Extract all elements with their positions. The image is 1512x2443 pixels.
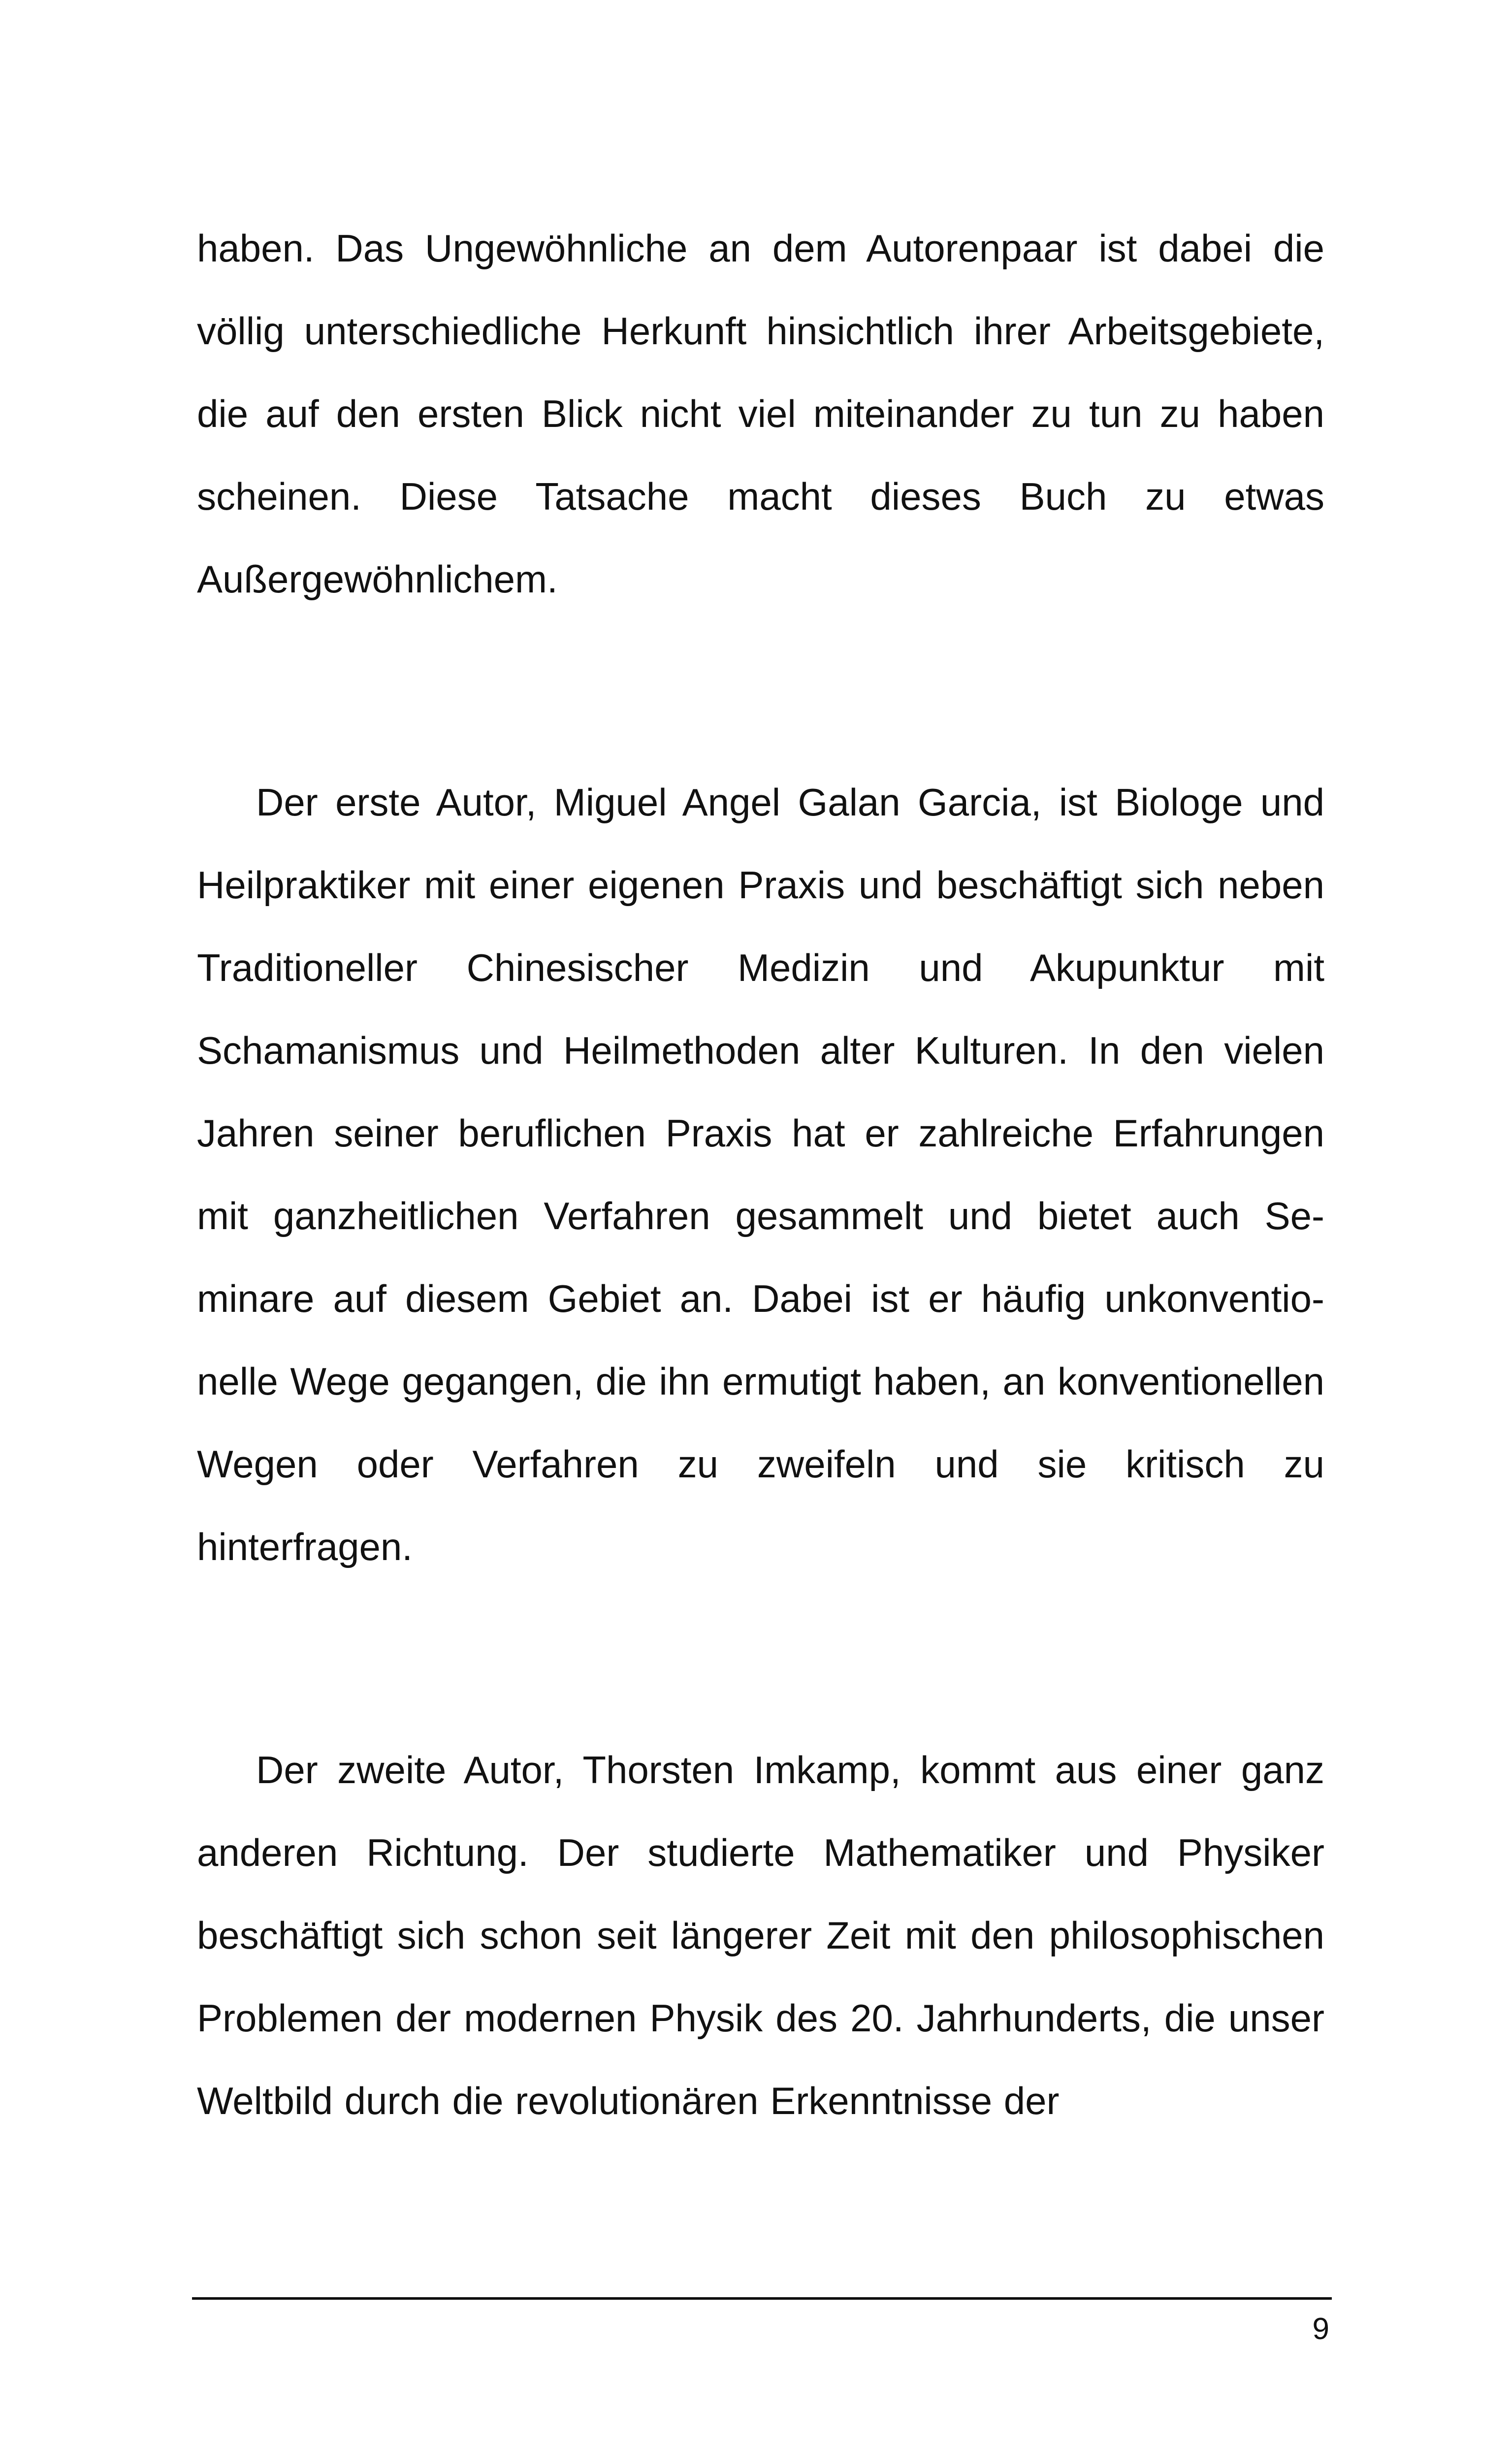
paragraph-intro: haben. Das Ungewöhnliche an dem Autorenpaar ist dabei die völlig unterschiedliche Herkunft hinsichtlich ihrer Arbeitsgebiete, die auf den ersten Blick nicht viel miteinander zu tun zu haben scheinen. Diese Tatsache macht dieses Buch zu etwas Außergewöhnlichem. bbox=[197, 227, 1324, 601]
footer-divider bbox=[192, 2297, 1332, 2300]
page-number: 9 bbox=[1312, 2312, 1329, 2346]
paragraph-second-author: Der zweite Autor, Thorsten Imkamp, kommt aus einer ganz anderen Richtung. Der studierte Mathematiker und Physiker beschäftigt sich schon seit längerer Zeit mit den philosophischen Problemen der modernen Physik des 20. Jahrhunderts, die unser Weltbild durch die revolutionären Erkenntnisse der bbox=[197, 1748, 1324, 2122]
paragraph-first-author: Der erste Autor, Miguel Angel Galan Garcia, ist Biologe und Heilpraktiker mit einer eigenen Praxis und beschäftigt sich neben Traditioneller Chinesischer Medizin und Akupunktur mit Schamanismus und Heilmethoden alter Kulturen. In den vielen Jahren seiner beruflichen Praxis hat er zahlreiche Erfahrungen mit ganzheitlichen Verfahren gesammelt und bietet auch Seminare auf diesem Gebiet an. Dabei ist er häufig unkonventionelle Wege gegangen, die ihn ermutigt haben, an konventionellen Wegen oder Verfahren zu zweifeln und sie kritisch zu hinterfragen. bbox=[197, 781, 1324, 1568]
